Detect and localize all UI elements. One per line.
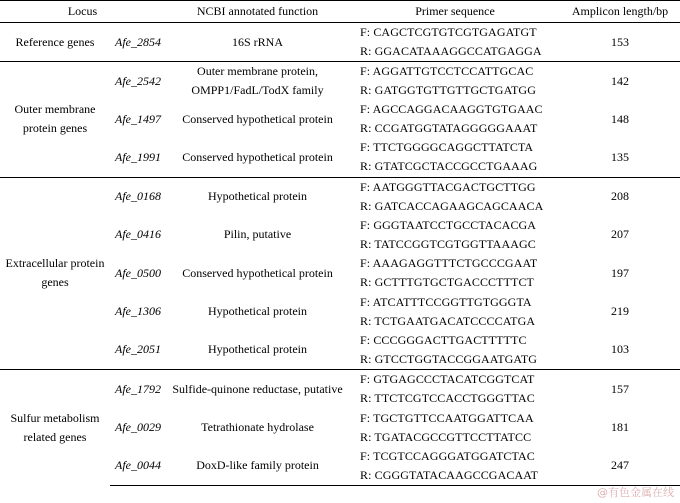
table-header-row bbox=[0, 1, 680, 23]
forward-primer: F: ATCATTTCCGGTTGTGGGTA bbox=[360, 294, 532, 309]
group-label: Extracellular protein genes bbox=[0, 177, 110, 370]
function-cell: Hypothetical protein bbox=[165, 177, 350, 216]
locus-cell: Afe_1306 bbox=[115, 304, 162, 318]
forward-primer: F: TCGTCCAGGGATGGATCTAC bbox=[360, 448, 535, 463]
reverse-primer: R: GTATCGCTACCGCCTGAAAG bbox=[360, 159, 538, 174]
reverse-primer: R: CCGATGGTATAGGGGGAAAT bbox=[360, 121, 538, 135]
forward-primer: F: AGGATTGTCCTCCATTGCAC bbox=[360, 64, 534, 78]
amplicon-cell: 247 bbox=[560, 447, 680, 486]
locus-cell: Afe_1991 bbox=[115, 149, 162, 164]
locus-cell: Afe_1497 bbox=[115, 111, 162, 126]
forward-primer: F: CAGCTCGTGTCGTGAGATGT bbox=[360, 25, 537, 39]
header-function: NCBI annotated function bbox=[165, 1, 350, 23]
primer-cell bbox=[350, 62, 560, 101]
function-cell: DoxD-like family protein bbox=[165, 447, 350, 486]
header-amplicon: Amplicon length/bp bbox=[560, 1, 680, 23]
group-label: Reference genes bbox=[0, 23, 110, 62]
table-row bbox=[0, 62, 680, 101]
function-cell: Hypothetical protein bbox=[208, 304, 307, 318]
table-row bbox=[0, 370, 680, 409]
function-cell: Tetrathionate hydrolase bbox=[201, 420, 314, 434]
primer-cell bbox=[350, 447, 560, 486]
amplicon-cell: 181 bbox=[611, 420, 630, 434]
amplicon-cell: 208 bbox=[560, 177, 680, 216]
amplicon-cell: 153 bbox=[560, 23, 680, 62]
locus-cell: Afe_0029 bbox=[115, 420, 162, 434]
function-cell: Conserved hypothetical protein bbox=[182, 265, 333, 280]
reverse-primer: R: TCTGAATGACATCCCCATGA bbox=[360, 313, 536, 328]
amplicon-cell: 207 bbox=[611, 227, 630, 241]
watermark: @有色金属在线 bbox=[597, 486, 674, 499]
forward-primer: F: AGCCAGGACAAGGTGTGAAC bbox=[360, 102, 543, 116]
amplicon-cell: 157 bbox=[560, 370, 680, 409]
locus-cell: Afe_1792 bbox=[110, 370, 165, 409]
table-row bbox=[0, 177, 680, 216]
forward-primer: F: GGGTAATCCTGCCTACACGA bbox=[360, 217, 537, 232]
group-label: Sulfur metabolism related genes bbox=[0, 370, 110, 486]
function-cell: Conserved hypothetical protein bbox=[182, 111, 333, 126]
reverse-primer: R: GTCCTGGTACCGGAATGATG bbox=[360, 351, 538, 366]
amplicon-cell: 197 bbox=[611, 265, 630, 280]
primer-cell bbox=[350, 177, 560, 216]
locus-cell: Afe_0168 bbox=[110, 177, 165, 216]
locus-cell: Afe_0500 bbox=[115, 265, 162, 280]
function-cell: 16S rRNA bbox=[165, 23, 350, 62]
primer-cell bbox=[350, 409, 560, 447]
table-row bbox=[0, 23, 680, 62]
function-cell: Sulfide-quinone reductase, putative bbox=[165, 370, 350, 409]
amplicon-cell: 142 bbox=[560, 62, 680, 101]
locus-cell: Afe_0044 bbox=[110, 447, 165, 486]
forward-primer: F: AATGGGTTACGACTGCTTGG bbox=[360, 179, 536, 194]
primer-cell bbox=[350, 138, 560, 177]
function-cell: Outer membrane protein, OMPP1/FadL/TodX family bbox=[165, 62, 350, 101]
function-cell: Hypothetical protein bbox=[208, 342, 307, 357]
amplicon-cell: 103 bbox=[611, 342, 630, 357]
locus-cell: Afe_2542 bbox=[110, 62, 165, 101]
header-primer: Primer sequence bbox=[350, 1, 560, 23]
reverse-primer: R: GCTTTGTGCTGACCCTTTCT bbox=[360, 275, 534, 289]
forward-primer: F: CCCGGGACTTGACTTTTTC bbox=[360, 332, 527, 347]
amplicon-cell: 219 bbox=[611, 304, 630, 318]
primer-cell bbox=[350, 23, 560, 62]
primer-cell bbox=[350, 216, 560, 254]
table-body bbox=[0, 23, 680, 486]
reverse-primer: R: GGACATAAAGGCCATGAGGA bbox=[360, 44, 542, 58]
primer-cell bbox=[350, 254, 560, 293]
reverse-primer: R: CGGGTATACAAGCCGACAAT bbox=[360, 467, 539, 482]
amplicon-cell: 148 bbox=[611, 111, 630, 126]
reverse-primer: R: GATGGTGTTGTTGCTGATGG bbox=[360, 83, 536, 97]
function-cell: Pilin, putative bbox=[223, 227, 292, 241]
reverse-primer: R: GATCACCAGAAGCAGCAACA bbox=[360, 198, 544, 213]
reverse-primer: R: TGATACGCCGTTCCTTATCC bbox=[360, 429, 532, 444]
function-cell: Conserved hypothetical protein bbox=[182, 149, 333, 164]
header-locus: Locus bbox=[0, 1, 165, 23]
amplicon-cell: 135 bbox=[611, 149, 630, 164]
forward-primer: F: AAAGAGGTTTCTGCCCGAAT bbox=[360, 256, 538, 270]
locus-cell: Afe_0416 bbox=[115, 227, 162, 241]
forward-primer: F: TTCTGGGGCAGGCTTATCTA bbox=[360, 140, 534, 155]
primer-cell bbox=[350, 293, 560, 331]
locus-cell: Afe_2854 bbox=[110, 23, 165, 62]
group-label: Outer membrane protein genes bbox=[0, 62, 110, 178]
forward-primer: F: GTGAGCCCTACATCGGTCAT bbox=[360, 372, 535, 387]
forward-primer: F: TGCTGTTCCAATGGATTCAA bbox=[360, 410, 534, 425]
primer-cell bbox=[350, 100, 560, 138]
locus-cell: Afe_2051 bbox=[115, 342, 162, 357]
reverse-primer: R: TTCTCGTCCACCTGGGTTAC bbox=[360, 391, 535, 406]
primer-cell bbox=[350, 370, 560, 409]
primer-cell bbox=[350, 331, 560, 370]
reverse-primer: R: TATCCGGTCGTGGTTAAAGC bbox=[360, 236, 536, 251]
